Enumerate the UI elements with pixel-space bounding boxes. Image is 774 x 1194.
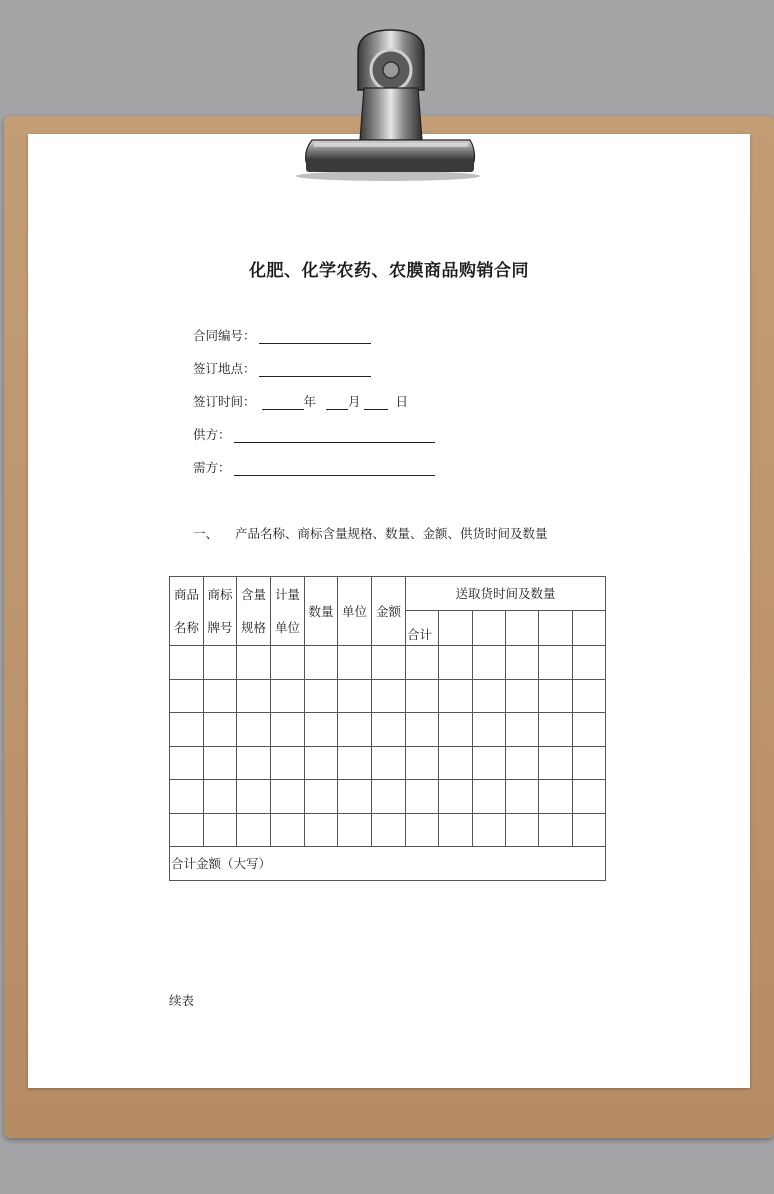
continued-label: 续表 [169, 993, 195, 1008]
table-cell[interactable] [271, 679, 305, 713]
table-cell[interactable] [338, 713, 372, 747]
table-cell[interactable] [573, 813, 606, 847]
table-row [170, 780, 606, 814]
supplier-blank[interactable] [234, 428, 435, 443]
table-cell[interactable] [271, 813, 305, 847]
table-cell[interactable] [372, 679, 406, 713]
buyer-label: 需方： [193, 460, 231, 475]
total-amount-label: 合计金额（大写） [170, 847, 606, 881]
table-cell[interactable] [506, 713, 539, 747]
table-row [170, 679, 606, 713]
table-cell[interactable] [473, 713, 506, 747]
month-blank[interactable] [326, 395, 348, 410]
table-cell[interactable] [473, 746, 506, 780]
table-total-row [170, 847, 606, 881]
table-cell[interactable] [406, 746, 439, 780]
table-cell[interactable] [372, 713, 406, 747]
table-cell[interactable] [406, 780, 439, 814]
table-cell[interactable] [473, 679, 506, 713]
table-cell[interactable] [305, 746, 338, 780]
table-cell[interactable] [539, 780, 573, 814]
table-header-row [170, 577, 606, 611]
table-cell[interactable] [573, 610, 606, 646]
table-cell[interactable] [237, 813, 271, 847]
table-cell[interactable] [573, 780, 606, 814]
table-cell[interactable] [439, 746, 473, 780]
table-cell[interactable] [473, 780, 506, 814]
table-cell[interactable] [539, 813, 573, 847]
table-cell[interactable] [372, 813, 406, 847]
table-cell[interactable] [204, 813, 237, 847]
table-cell[interactable] [204, 746, 237, 780]
table-cell[interactable] [506, 746, 539, 780]
buyer-blank[interactable] [234, 461, 435, 476]
table-cell[interactable] [573, 646, 606, 680]
header-product-name: 商品 名称 [170, 577, 204, 646]
table-cell[interactable] [539, 646, 573, 680]
table-cell[interactable] [439, 610, 473, 646]
table-cell[interactable] [170, 813, 204, 847]
table-cell[interactable] [506, 646, 539, 680]
table-cell[interactable] [539, 610, 573, 646]
table-cell[interactable] [170, 746, 204, 780]
signing-date-label: 签订时间： [193, 394, 256, 409]
table-cell[interactable] [305, 679, 338, 713]
table-cell[interactable] [406, 813, 439, 847]
table-cell[interactable] [539, 679, 573, 713]
signing-place-blank[interactable] [259, 362, 371, 377]
document-title: 化肥、化学农药、农膜商品购销合同 [249, 261, 529, 281]
table-cell[interactable] [271, 780, 305, 814]
table-cell[interactable] [506, 679, 539, 713]
table-cell[interactable] [473, 610, 506, 646]
table-cell[interactable] [338, 746, 372, 780]
table-cell[interactable] [204, 780, 237, 814]
table-cell[interactable] [204, 646, 237, 680]
table-cell[interactable] [204, 679, 237, 713]
header-delivery: 送取货时间及数量 [406, 577, 606, 611]
header-subtotal: 合计 [406, 610, 439, 646]
table-cell[interactable] [305, 646, 338, 680]
section-heading [193, 524, 548, 542]
table-cell[interactable] [539, 713, 573, 747]
table-cell[interactable] [406, 679, 439, 713]
table-cell[interactable] [406, 713, 439, 747]
goods-table [169, 576, 606, 881]
supplier-label: 供方： [193, 427, 231, 442]
table-cell[interactable] [237, 646, 271, 680]
table-cell[interactable] [439, 713, 473, 747]
header-spec: 含量 规格 [237, 577, 271, 646]
buyer-field [193, 458, 435, 476]
year-blank[interactable] [262, 395, 304, 410]
supplier-field [193, 425, 435, 443]
table-cell[interactable] [372, 780, 406, 814]
table-cell[interactable] [338, 780, 372, 814]
table-cell[interactable] [372, 746, 406, 780]
year-label: 年 [303, 394, 317, 409]
day-blank[interactable] [364, 395, 388, 410]
table-cell[interactable] [506, 610, 539, 646]
table-cell[interactable] [305, 813, 338, 847]
table-cell[interactable] [439, 679, 473, 713]
table-cell[interactable] [237, 679, 271, 713]
table-cell[interactable] [439, 780, 473, 814]
table-row [170, 813, 606, 847]
month-label: 月 [348, 394, 361, 409]
table-cell[interactable] [439, 813, 473, 847]
table-cell[interactable] [237, 713, 271, 747]
table-cell[interactable] [439, 646, 473, 680]
table-cell[interactable] [237, 746, 271, 780]
table-cell[interactable] [539, 746, 573, 780]
header-measure-unit: 计量 单位 [271, 577, 305, 646]
table-cell[interactable] [573, 746, 606, 780]
table-row [170, 746, 606, 780]
table-cell[interactable] [170, 713, 204, 747]
table-cell[interactable] [573, 713, 606, 747]
signing-place-label: 签订地点： [193, 361, 256, 376]
header-brand: 商标 牌号 [204, 577, 237, 646]
table-cell[interactable] [338, 813, 372, 847]
table-row [170, 713, 606, 747]
table-cell[interactable] [473, 646, 506, 680]
table-cell[interactable] [170, 780, 204, 814]
table-cell[interactable] [170, 646, 204, 680]
signing-date-field [193, 392, 408, 410]
table-cell[interactable] [372, 646, 406, 680]
header-unit-price: 单位 [338, 577, 372, 646]
table-cell[interactable] [338, 679, 372, 713]
section-number: 一、 [193, 526, 219, 541]
table-cell[interactable] [305, 780, 338, 814]
table-cell[interactable] [204, 713, 237, 747]
table-cell[interactable] [338, 646, 372, 680]
table-cell[interactable] [271, 713, 305, 747]
table-cell[interactable] [271, 646, 305, 680]
contract-number-label: 合同编号： [193, 328, 256, 343]
header-quantity: 数量 [305, 577, 338, 646]
signing-place-field [193, 359, 371, 377]
table-cell[interactable] [506, 780, 539, 814]
table-body [170, 646, 606, 847]
table-cell[interactable] [237, 780, 271, 814]
table-cell[interactable] [170, 679, 204, 713]
contract-number-blank[interactable] [259, 329, 371, 344]
table-row [170, 646, 606, 680]
day-label: 日 [395, 394, 409, 409]
table-cell[interactable] [271, 746, 305, 780]
table-cell[interactable] [573, 679, 606, 713]
section-title: 产品名称、商标含量规格、数量、金额、供货时间及数量 [234, 526, 548, 541]
table-cell[interactable] [305, 713, 338, 747]
table-cell[interactable] [506, 813, 539, 847]
table-cell[interactable] [406, 646, 439, 680]
header-amount: 金额 [372, 577, 406, 646]
contract-number-field [193, 326, 371, 344]
table-cell[interactable] [473, 813, 506, 847]
